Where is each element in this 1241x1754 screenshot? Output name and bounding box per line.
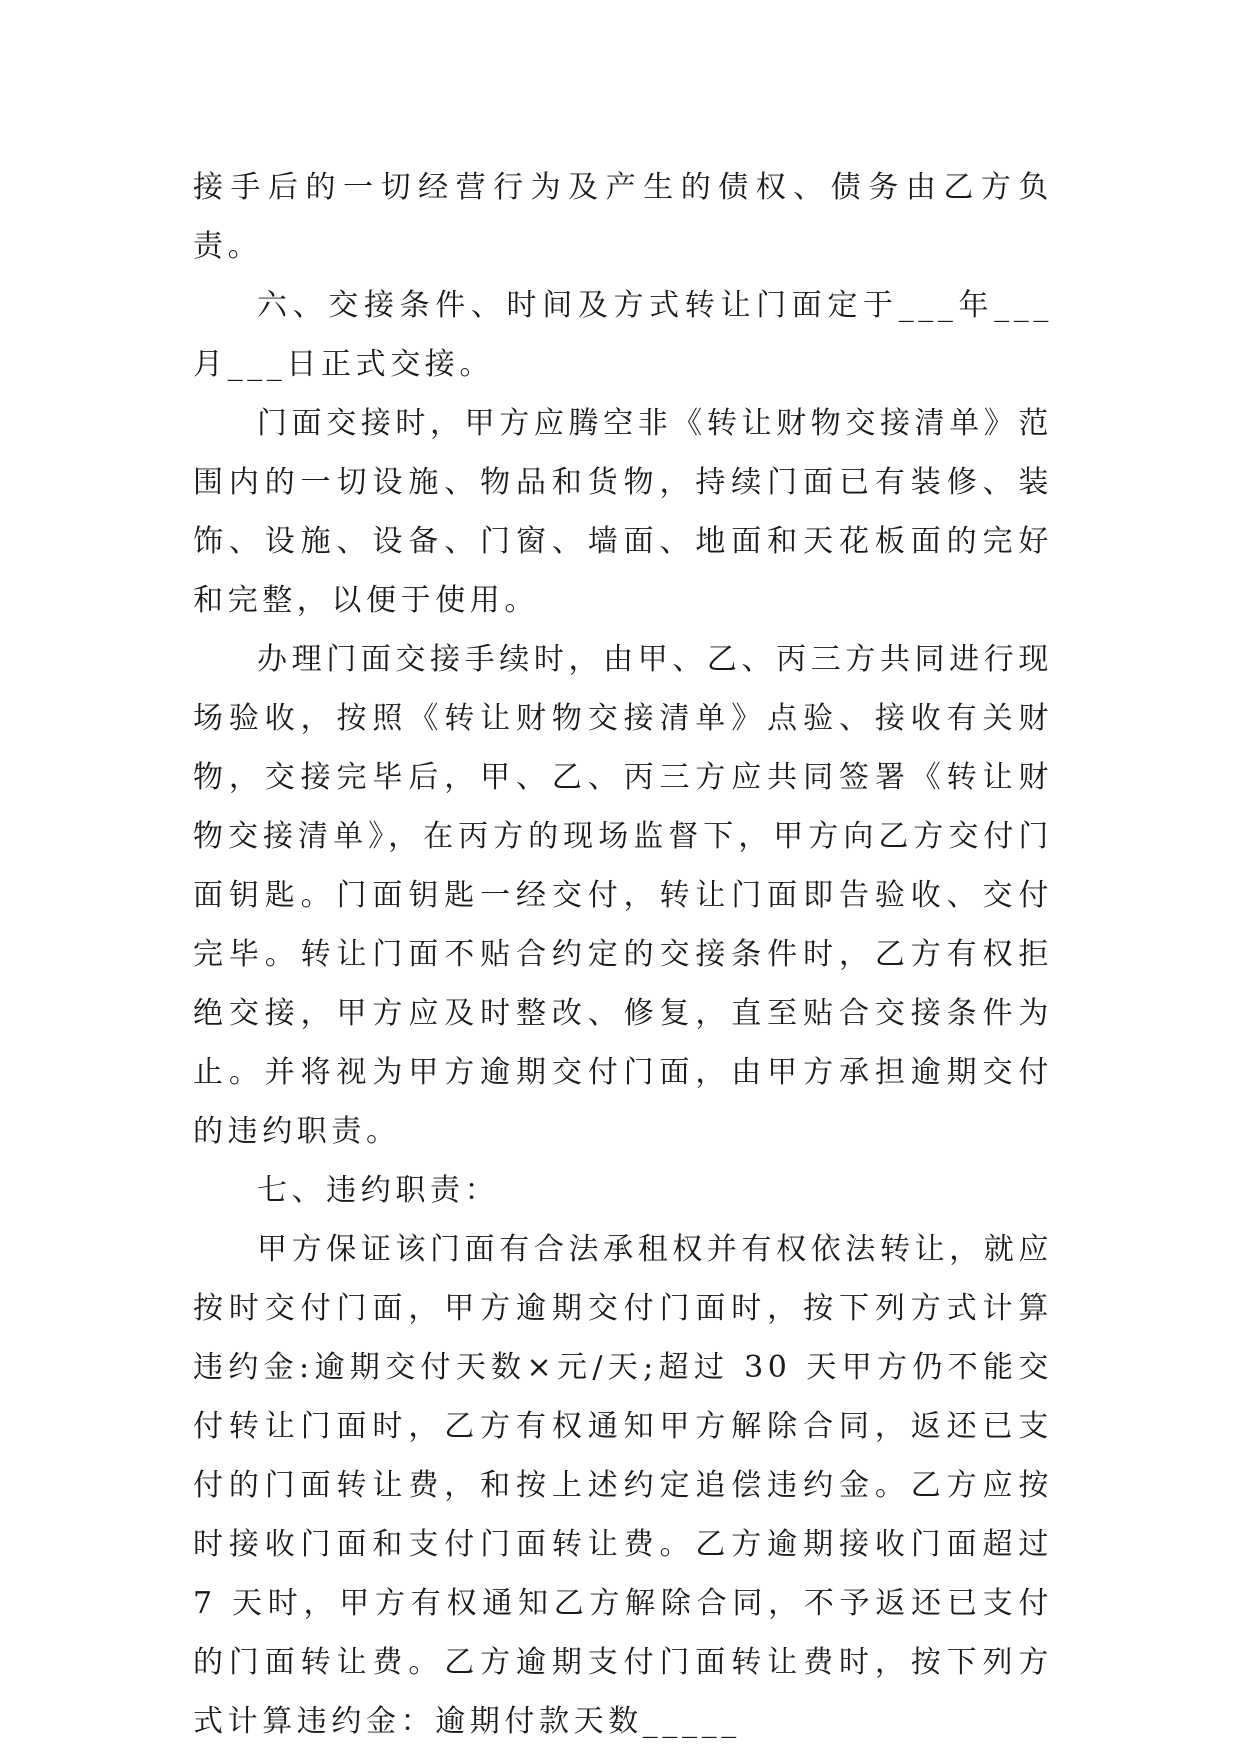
paragraph-handover-procedure: 办理门面交接手续时，由甲、乙、丙三方共同进行现场验收，按照《转让财物交接清单》点验、接收有关财物，交接完毕后，甲、乙、丙三方应共同签署《转让财物交接清单》，在丙方的现场监督下，甲方向乙方交付门面钥匙。门面钥匙一经交付，转让门面即告验收、交付完毕。转让门面不贴合约定的交接条件时，乙方有权拒绝交接，甲方应及时整改、修复，直至贴合交接条件为止。并将视为甲方逾期交付门面，由甲方承担逾期交付的违约职责。 bbox=[193, 642, 1053, 1149]
paragraph-section-seven-heading: 七、违约职责： bbox=[257, 1173, 500, 1208]
paragraph-liability-transfer: 接手后的一切经营行为及产生的债权、债务由乙方负责。 bbox=[193, 170, 1053, 264]
document-body bbox=[193, 158, 1053, 1751]
paragraph-handover-vacate: 门面交接时，甲方应腾空非《转让财物交接清单》范围内的一切设施、物品和货物，持续门面已有装修、装饰、设施、设备、门窗、墙面、地面和天花板面的完好和完整，以便于使用。 bbox=[193, 406, 1053, 618]
paragraph-breach-liability: 甲方保证该门面有合法承租权并有权依法转让，就应按时交付门面，甲方逾期交付门面时，按下列方式计算违约金:逾期交付天数×元/天;超过 30 天甲方仍不能交付转让门面时，乙方有权通知甲方解除合同，返还已支付的门面转让费，和按上述约定追偿违约金。乙方应按时接收门面和支付门面转让费。乙方逾期接收门面超过 7 天时，甲方有权通知乙方解除合同，不予返还已支付的门面转让费。乙方逾期支付门面转让费时，按下列方式计算违约金：逾期付款天数_____ bbox=[193, 1232, 1053, 1739]
paragraph-section-six-handover-terms: 六、交接条件、时间及方式转让门面定于___年___月___日正式交接。 bbox=[193, 288, 1053, 382]
